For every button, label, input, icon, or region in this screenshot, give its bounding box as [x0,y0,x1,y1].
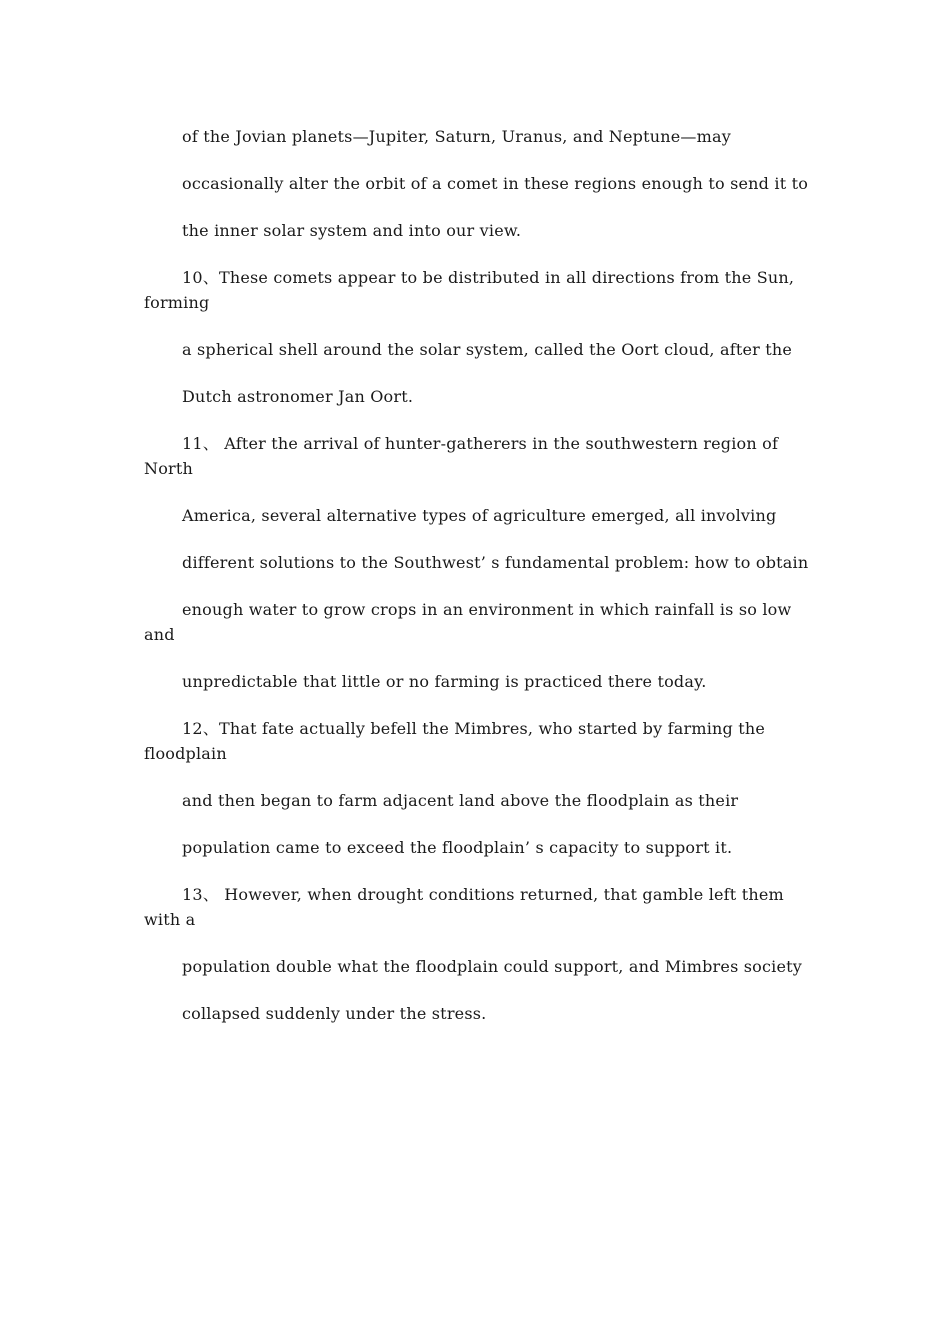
paragraph: different solutions to the Southwest’ s fundamental problem: how to obtain [182,553,809,572]
paragraph: America, several alternative types of agriculture emerged, all involving [182,506,777,525]
paragraph: 10、These comets appear to be distributed in all directions from the Sun, forming [144,268,795,312]
paragraph: 12、That fate actually befell the Mimbres, who started by farming the floodplain [144,719,766,763]
paragraph: Dutch astronomer Jan Oort. [182,387,414,406]
paragraph: 11、 After the arrival of hunter-gatherers in the southwestern region of North [144,434,779,478]
paragraph: and then began to farm adjacent land above the floodplain as their [182,791,739,810]
paragraph: a spherical shell around the solar system, called the Oort cloud, after the [182,340,793,359]
paragraph: collapsed suddenly under the stress. [182,1004,487,1023]
paragraph: enough water to grow crops in an environment in which rainfall is so low and [144,600,792,644]
paragraph: of the Jovian planets—Jupiter, Saturn, Uranus, and Neptune—may [182,127,731,146]
paragraph: 13、 However, when drought conditions returned, that gamble left them with a [144,885,784,929]
paragraph: population double what the floodplain could support, and Mimbres society [182,957,803,976]
paragraph: population came to exceed the floodplain’ s capacity to support it. [182,838,733,857]
paragraph: the inner solar system and into our view. [182,221,522,240]
paragraph: occasionally alter the orbit of a comet in these regions enough to send it to [182,174,809,193]
paragraph: unpredictable that little or no farming is practiced there today. [182,672,707,691]
document-body [144,124,824,1048]
